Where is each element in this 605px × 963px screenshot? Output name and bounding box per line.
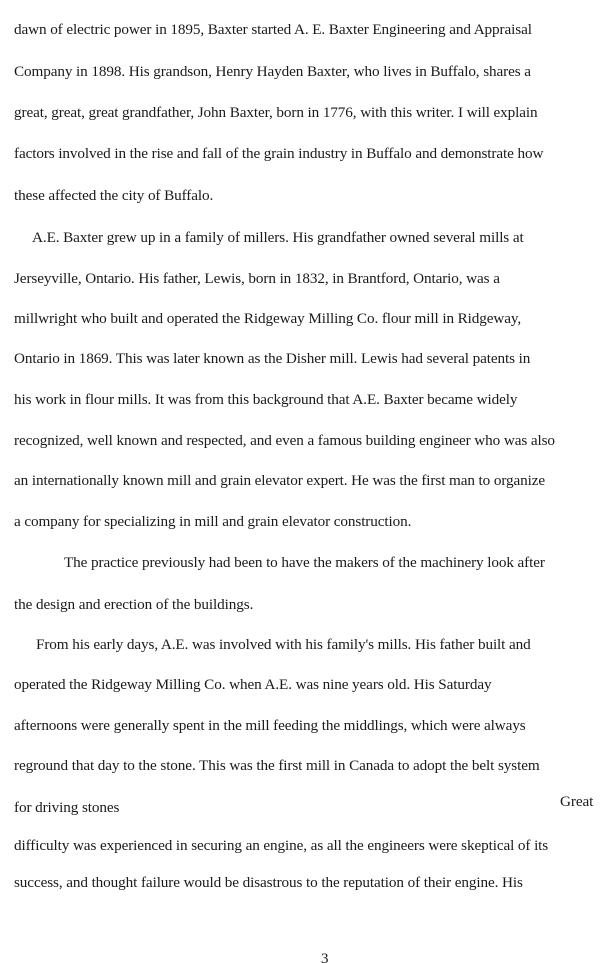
text-line: Ontario in 1869. This was later known as the Disher mill. Lewis had several patents in (14, 350, 531, 367)
text-line: The practice previously had been to have the makers of the machinery look after (64, 554, 545, 571)
text-line: afternoons were generally spent in the mill feeding the middlings, which were always (14, 717, 526, 734)
page-number: 3 (321, 951, 329, 963)
text-line: reground that day to the stone. This was the first mill in Canada to adopt the belt system (14, 757, 540, 774)
text-line: operated the Ridgeway Milling Co. when A.E. was nine years old. His Saturday (14, 676, 492, 693)
text-line: great, great, great grandfather, John Baxter, born in 1776, with this writer. I will explain (14, 104, 538, 121)
text-line: difficulty was experienced in securing an engine, as all the engineers were skeptical of its (14, 837, 549, 854)
text-line: Jerseyville, Ontario. His father, Lewis, born in 1832, in Brantford, Ontario, was a (14, 270, 500, 287)
text-line: Company in 1898. His grandson, Henry Hayden Baxter, who lives in Buffalo, shares a (14, 63, 531, 80)
text-line: recognized, well known and respected, and even a famous building engineer who was also (14, 432, 555, 449)
text-line: dawn of electric power in 1895, Baxter started A. E. Baxter Engineering and Appraisal (14, 21, 532, 38)
text-line: for driving stones (14, 799, 120, 816)
text-line: these affected the city of Buffalo. (14, 187, 214, 204)
text-line: Great (560, 793, 594, 810)
text-line: millwright who built and operated the Ridgeway Milling Co. flour mill in Ridgeway, (14, 310, 522, 327)
text-line: his work in flour mills. It was from this background that A.E. Baxter became widely (14, 391, 518, 408)
text-line: success, and thought failure would be disastrous to the reputation of their engine. His (14, 874, 523, 891)
text-line: a company for specializing in mill and grain elevator construction. (14, 513, 412, 530)
text-line: factors involved in the rise and fall of the grain industry in Buffalo and demonstrate how (14, 145, 544, 162)
text-line: From his early days, A.E. was involved with his family's mills. His father built and (36, 636, 531, 653)
text-line: the design and erection of the buildings. (14, 596, 254, 613)
text-line: A.E. Baxter grew up in a family of millers. His grandfather owned several mills at (32, 229, 524, 246)
text-line: an internationally known mill and grain elevator expert. He was the first man to organize (14, 472, 546, 489)
